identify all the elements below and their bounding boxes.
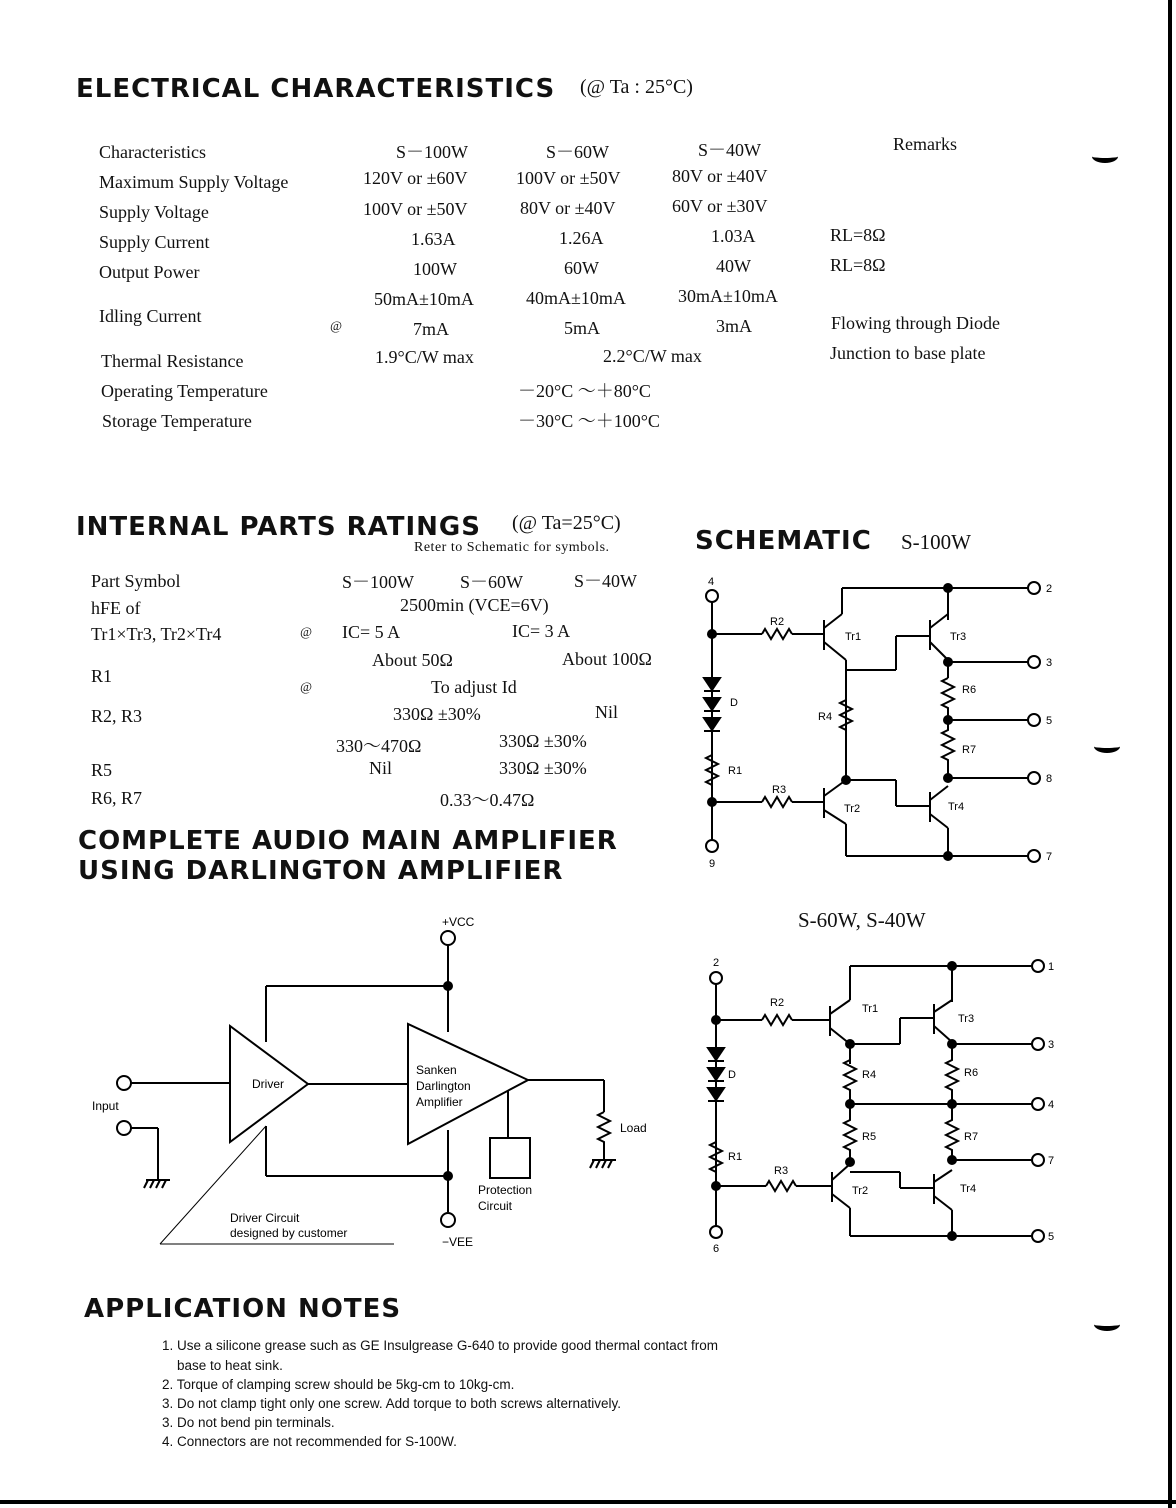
r1-about50: About 50Ω — [372, 650, 453, 670]
row-value: 40mA±10mA — [526, 288, 626, 308]
binder-mark — [1092, 150, 1118, 163]
row-at: @ — [330, 318, 342, 333]
tr1-label: Tr1 — [862, 1003, 879, 1015]
row-label: Supply Voltage — [99, 202, 209, 222]
tr3-label: Tr3 — [950, 631, 967, 643]
header-s100w: S－100W — [396, 142, 468, 162]
electrical-title: ELECTRICAL CHARACTERISTICS — [76, 74, 556, 104]
tr4-label: Tr4 — [960, 1183, 977, 1195]
header-part-symbol: Part Symbol — [91, 571, 181, 591]
note-item: 3. Do not bend pin terminals. — [162, 1415, 335, 1430]
r3-label: R3 — [774, 1165, 789, 1177]
r2-label: R2 — [770, 616, 785, 628]
r67-label: R6, R7 — [91, 788, 143, 808]
internal-title: INTERNAL PARTS RATINGS — [76, 512, 481, 542]
tr-ic3: IC= 3 A — [512, 621, 571, 641]
r1-about100: About 100Ω — [562, 649, 652, 669]
tr1-label: Tr1 — [845, 631, 862, 643]
r5-nil: Nil — [369, 758, 393, 778]
row-remark: Junction to base plate — [830, 343, 986, 363]
pin-label: 5 — [1046, 715, 1053, 727]
schematic-model1: S-100W — [901, 530, 971, 554]
r7-label: R7 — [962, 744, 977, 756]
header-s100w: S－100W — [342, 572, 414, 592]
header-s60w: S－60W — [460, 572, 523, 592]
pin-label: 4 — [1048, 1099, 1055, 1111]
amp-label-line1: Sanken — [416, 1063, 457, 1077]
tr2-label: Tr2 — [844, 803, 861, 815]
row-label: Maximum Supply Voltage — [99, 172, 289, 192]
binder-mark — [1094, 1318, 1120, 1331]
note-item: 2. Torque of clamping screw should be 5kg-cm to 10kg-cm. — [162, 1377, 515, 1392]
row-label: Operating Temperature — [101, 381, 268, 401]
pin-label: 7 — [1048, 1155, 1055, 1167]
row-label: Idling Current — [99, 306, 202, 326]
tr2-label: Tr2 — [852, 1185, 869, 1197]
pin-label: 9 — [709, 858, 716, 870]
note-item: base to heat sink. — [177, 1358, 283, 1373]
row-value: 50mA±10mA — [374, 289, 474, 309]
r1-at: @ — [300, 679, 312, 694]
pin-label: 5 — [1048, 1231, 1055, 1243]
r23-value: 330Ω ±30% — [393, 704, 481, 724]
tr4-label: Tr4 — [948, 801, 965, 813]
row-value: 2.2°C/W max — [603, 346, 702, 366]
internal-note: Reter to Schematic for symbols. — [414, 540, 610, 555]
pin-label: 4 — [708, 576, 715, 588]
note-item: 3. Do not clamp tight only one screw. Add torque to both screws alternatively. — [162, 1396, 621, 1411]
diode-label: D — [728, 1069, 736, 1081]
custom-label-line2: designed by customer — [230, 1226, 348, 1240]
vee-label: −VEE — [442, 1235, 474, 1249]
row-value: 1.63A — [411, 229, 456, 249]
protection-label-line1: Protection — [478, 1183, 533, 1197]
r1-label: R1 — [91, 666, 113, 686]
pin-label: 8 — [1046, 773, 1053, 785]
row-label: Supply Current — [99, 232, 210, 252]
input-label: Input — [92, 1099, 119, 1113]
row-remark: RL=8Ω — [830, 225, 886, 245]
pin-label: 3 — [1048, 1039, 1055, 1051]
r5-value: 330Ω ±30% — [499, 758, 587, 778]
custom-label-line1: Driver Circuit — [230, 1211, 300, 1225]
row-value: 60W — [564, 258, 599, 278]
row-value: 30mA±10mA — [678, 286, 778, 306]
protection-label-line2: Circuit — [478, 1199, 513, 1213]
header-s40w: S－40W — [574, 571, 637, 591]
pin-label: 2 — [713, 957, 720, 969]
r5-label: R5 — [91, 760, 113, 780]
tr-at: @ — [300, 624, 312, 639]
r1-adjust: To adjust Id — [431, 677, 517, 697]
r5-top-a: 330～470Ω — [336, 736, 422, 756]
row-value: 120V or ±60V — [363, 168, 468, 188]
schematic-model2: S-60W, S-40W — [798, 908, 926, 932]
electrical-condition: (@ Ta : 25°C) — [580, 76, 693, 98]
header-remarks: Remarks — [893, 134, 957, 154]
row-remark: Flowing through Diode — [831, 313, 1000, 333]
hfe-label: hFE of — [91, 598, 141, 618]
internal-condition: (@ Ta=25°C) — [512, 512, 621, 534]
row-value: 3mA — [716, 316, 752, 336]
row-remark: RL=8Ω — [830, 255, 886, 275]
vcc-label: +VCC — [442, 915, 475, 929]
hfe-value: 2500min (VCE=6V) — [400, 595, 549, 615]
row-value: 100W — [413, 259, 457, 279]
pin-label: 3 — [1046, 657, 1053, 669]
r4-label: R4 — [818, 711, 833, 723]
note-item: 4. Connectors are not recommended for S-100W. — [162, 1434, 457, 1449]
notes-title: APPLICATION NOTES — [84, 1294, 402, 1324]
right-border — [1168, 0, 1172, 1508]
row-value: 7mA — [413, 319, 449, 339]
diode-label: D — [730, 697, 738, 709]
tr-label: Tr1×Tr3, Tr2×Tr4 — [91, 624, 222, 644]
row-value: －20°C ～＋80°C — [518, 381, 651, 401]
row-value: 80V or ±40V — [672, 166, 768, 186]
row-value: 40W — [716, 256, 751, 276]
r23-label: R2, R3 — [91, 706, 143, 726]
pin-label: 1 — [1048, 961, 1055, 973]
row-value: 1.03A — [711, 226, 756, 246]
row-value: 80V or ±40V — [520, 198, 616, 218]
row-value: 60V or ±30V — [672, 196, 768, 216]
r3-label: R3 — [772, 784, 787, 796]
r6-label: R6 — [964, 1067, 979, 1079]
r7-label: R7 — [964, 1131, 979, 1143]
note-item: 1. Use a silicone grease such as GE Insulgrease G-640 to provide good thermal contact from — [162, 1338, 719, 1353]
r5-label: R5 — [862, 1131, 877, 1143]
row-value: 100V or ±50V — [363, 199, 468, 219]
r6-label: R6 — [962, 684, 977, 696]
header-characteristics: Characteristics — [99, 142, 206, 162]
tr3-label: Tr3 — [958, 1013, 975, 1025]
pin-label: 2 — [1046, 583, 1053, 595]
row-value: 5mA — [564, 318, 600, 338]
row-label: Storage Temperature — [102, 411, 252, 431]
complete-title-line1: COMPLETE AUDIO MAIN AMPLIFIER — [78, 826, 618, 856]
r2-label: R2 — [770, 997, 785, 1009]
r1-label: R1 — [728, 1151, 743, 1163]
row-value: －30°C ～＋100°C — [518, 411, 660, 431]
r4-label: R4 — [862, 1069, 877, 1081]
driver-label: Driver — [252, 1077, 284, 1091]
header-s60w: S－60W — [546, 142, 609, 162]
r1-label: R1 — [728, 765, 743, 777]
schematic-s100w — [690, 570, 1070, 880]
r23-nil: Nil — [595, 702, 619, 722]
row-label: Output Power — [99, 262, 200, 282]
row-value: 1.9°C/W max — [375, 347, 474, 367]
pin-label: 7 — [1046, 851, 1053, 863]
amp-label-line2: Darlington — [416, 1079, 471, 1093]
row-value: 100V or ±50V — [516, 168, 621, 188]
row-value: 1.26A — [559, 228, 604, 248]
pin-label: 6 — [713, 1243, 720, 1255]
bottom-border — [0, 1500, 1176, 1504]
schematic-title: SCHEMATIC — [695, 526, 872, 556]
binder-mark — [1094, 740, 1120, 753]
schematic-s60w-s40w — [690, 950, 1070, 1260]
amplifier-block-diagram — [80, 900, 680, 1260]
amp-label-line3: Amplifier — [416, 1095, 463, 1109]
r67-value: 0.33～0.47Ω — [440, 790, 535, 810]
tr-ic5: IC= 5 A — [342, 622, 401, 642]
r5-top-b: 330Ω ±30% — [499, 731, 587, 751]
header-s40w: S－40W — [698, 140, 761, 160]
row-label: Thermal Resistance — [101, 351, 244, 371]
load-label: Load — [620, 1121, 647, 1135]
complete-title-line2: USING DARLINGTON AMPLIFIER — [78, 856, 564, 886]
